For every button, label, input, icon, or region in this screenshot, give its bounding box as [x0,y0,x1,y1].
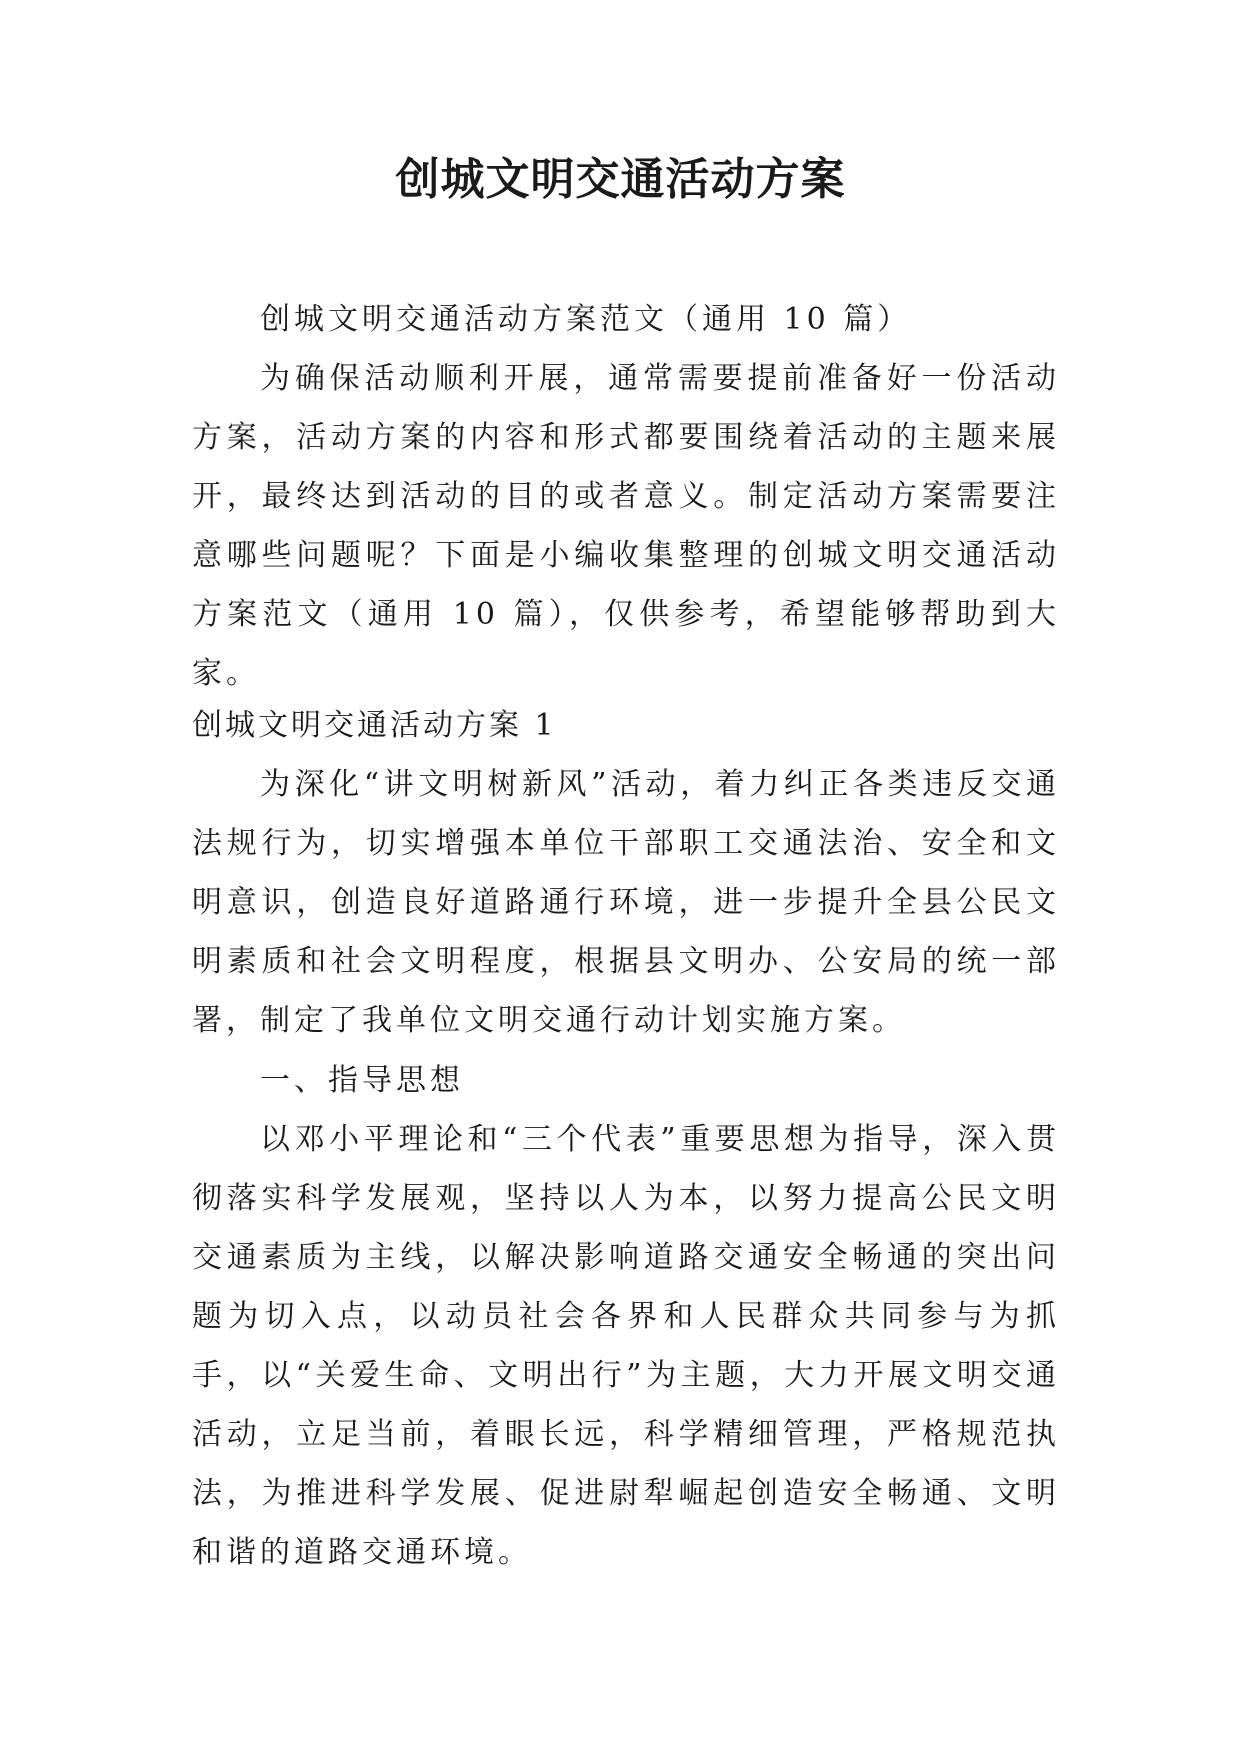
heading-guiding-ideology: 一、指导思想 [260,1063,464,1098]
section-paragraph: 为深化“讲文明树新风”活动，着力纠正各类违反交通法规行为，切实增强本单位干部职工交通法治、安全和文明意识，创造良好道路通行环境，进一步提升全县公民文明素质和社会文明程度，根据县文明办、公安局的统一部署，制定了我单位文明交通行动计划实施方案。 [192,767,1060,1038]
document-subtitle: 创城文明交通活动方案范文（通用 10 篇） [260,302,912,337]
guiding-ideology-paragraph: 以邓小平理论和“三个代表”重要思想为指导，深入贯彻落实科学发展观，坚持以人为本，以努力提高公民文明交通素质为主线，以解决影响道路交通安全畅通的突出问题为切入点，以动员社会各界和人民群众共同参与为抓手，以“关爱生命、文明出行”为主题，大力开展文明交通活动，立足当前，着眼长远，科学精细管理，严格规范执法，为推进科学发展、促进尉犁崛起创造安全畅通、文明和谐的道路交通环境。 [192,1122,1060,1570]
section-title: 创城文明交通活动方案 1 [192,708,557,743]
document-title: 创城文明交通活动方案 [395,154,846,205]
intro-paragraph: 为确保活动顺利开展，通常需要提前准备好一份活动方案，活动方案的内容和形式都要围绕着活动的主题来展开，最终达到活动的目的或者意义。制定活动方案需要注意哪些问题呢？下面是小编收集整理的创城文明交通活动方案范文（通用 10 篇），仅供参考，希望能够帮助到大家。 [192,361,1060,691]
